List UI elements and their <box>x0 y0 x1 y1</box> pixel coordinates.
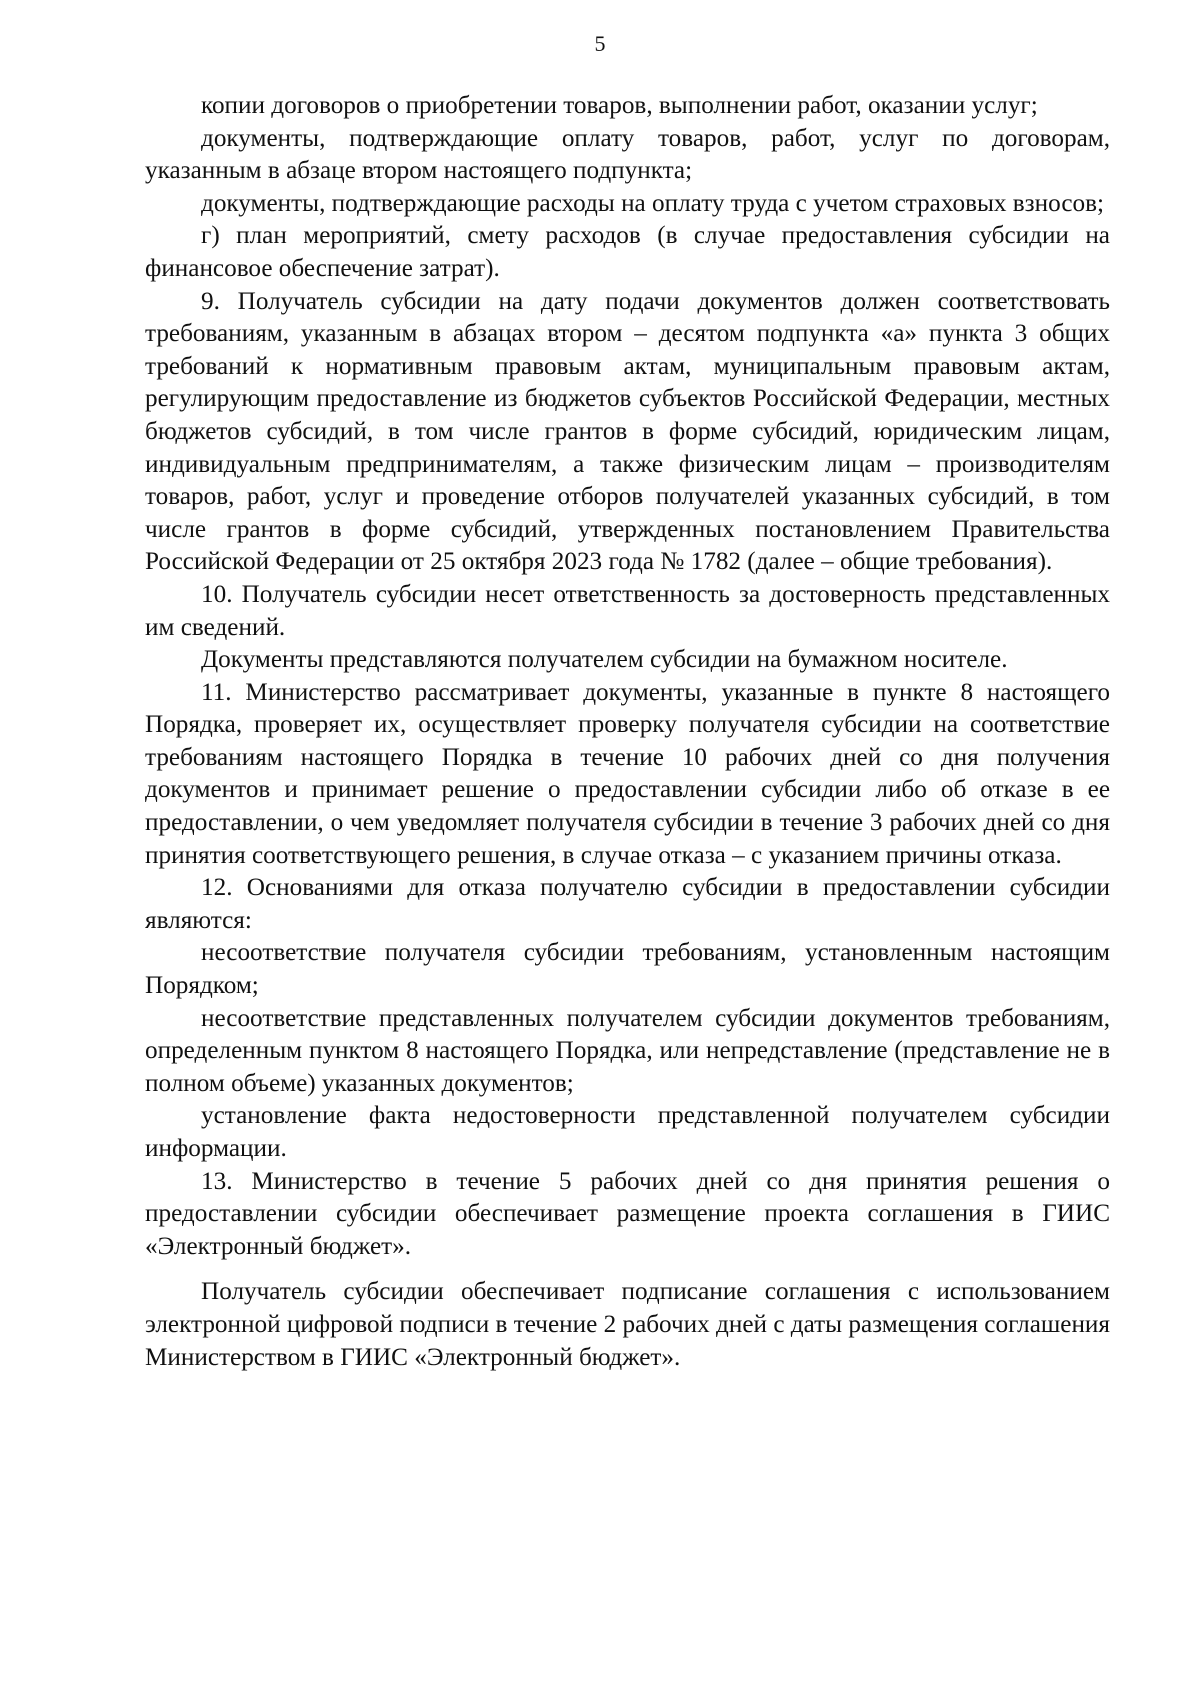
document-body <box>145 90 1110 1374</box>
paragraph-payment-documents: документы, подтверждающие оплату товаров, работ, услуг по договорам, указанным в абзаце втором настоящего подпункта; <box>145 124 1110 185</box>
paragraph-item-13: 13. Министерство в течение 5 рабочих дней со дня принятия решения о предоставлении субсидии обеспечивает размещение проекта соглашения в ГИИС «Электронный бюджет». <box>145 1167 1110 1260</box>
paragraph-labor-expenses: документы, подтверждающие расходы на оплату труда с учетом страховых взносов; <box>201 189 1104 217</box>
paragraph-refusal-reason-2: несоответствие представленных получателем субсидии документов требованиям, определенным пунктом 8 настоящего Порядка, или непредставление (представление не в полном объеме) указанных документов; <box>145 1004 1110 1097</box>
paragraph-item-9: 9. Получатель субсидии на дату подачи документов должен соответствовать требованиям, указанным в абзацах втором – десятом подпункта «а» пункта 3 общих требований к нормативным правовым актам, муниципальным правовым актам, регулирующим предоставление из бюджетов субъектов Российской Федерации, местных бюджетов субсидий, в том числе грантов в форме субсидий, юридическим лицам, индивидуальным предпринимателям, а также физическим лицам – производителям товаров, работ, услуг и проведение отборов получателей указанных субсидий, в том числе грантов в форме субсидий, утвержденных постановлением Правительства Российской Федерации от 25 октября 2023 года № 1782 (далее – общие требования). <box>145 287 1110 576</box>
paragraph-paper-documents: Документы представляются получателем субсидии на бумажном носителе. <box>201 646 1008 674</box>
paragraph-item-11: 11. Министерство рассматривает документы, указанные в пункте 8 настоящего Порядка, проверяет их, осуществляет проверку получателя субсидии на соответствие требованиям настоящего Порядка в течение 10 рабочих дней со дня получения документов и принимает решение о предоставлении субсидии либо об отказе в ее предоставлении, о чем уведомляет получателя субсидии в течение 3 рабочих дней со дня принятия соответствующего решения, в случае отказа – с указанием причины отказа. <box>145 678 1110 869</box>
paragraph-item-10: 10. Получатель субсидии несет ответственность за достоверность представленных им сведений. <box>145 580 1110 641</box>
paragraph-refusal-reason-3: установление факта недостоверности представленной получателем субсидии информации. <box>145 1102 1110 1162</box>
paragraph-event-plan: г) план мероприятий, смету расходов (в случае предоставления субсидии на финансовое обеспечение затрат). <box>145 222 1110 282</box>
paragraph-refusal-reason-1: несоответствие получателя субсидии требованиям, установленным настоящим Порядком; <box>145 939 1110 1000</box>
paragraph-item-12: 12. Основаниями для отказа получателю субсидии в предоставлении субсидии являются: <box>145 874 1110 934</box>
page-number: 5 <box>594 31 606 56</box>
paragraph-agreement-signing: Получатель субсидии обеспечивает подписание соглашения с использованием электронной цифровой подписи в течение 2 рабочих дней с даты размещения соглашения Министерством в ГИИС «Электронный бюджет». <box>145 1278 1110 1371</box>
paragraph-contract-copies: копии договоров о приобретении товаров, выполнении работ, оказании услуг; <box>201 92 1038 119</box>
